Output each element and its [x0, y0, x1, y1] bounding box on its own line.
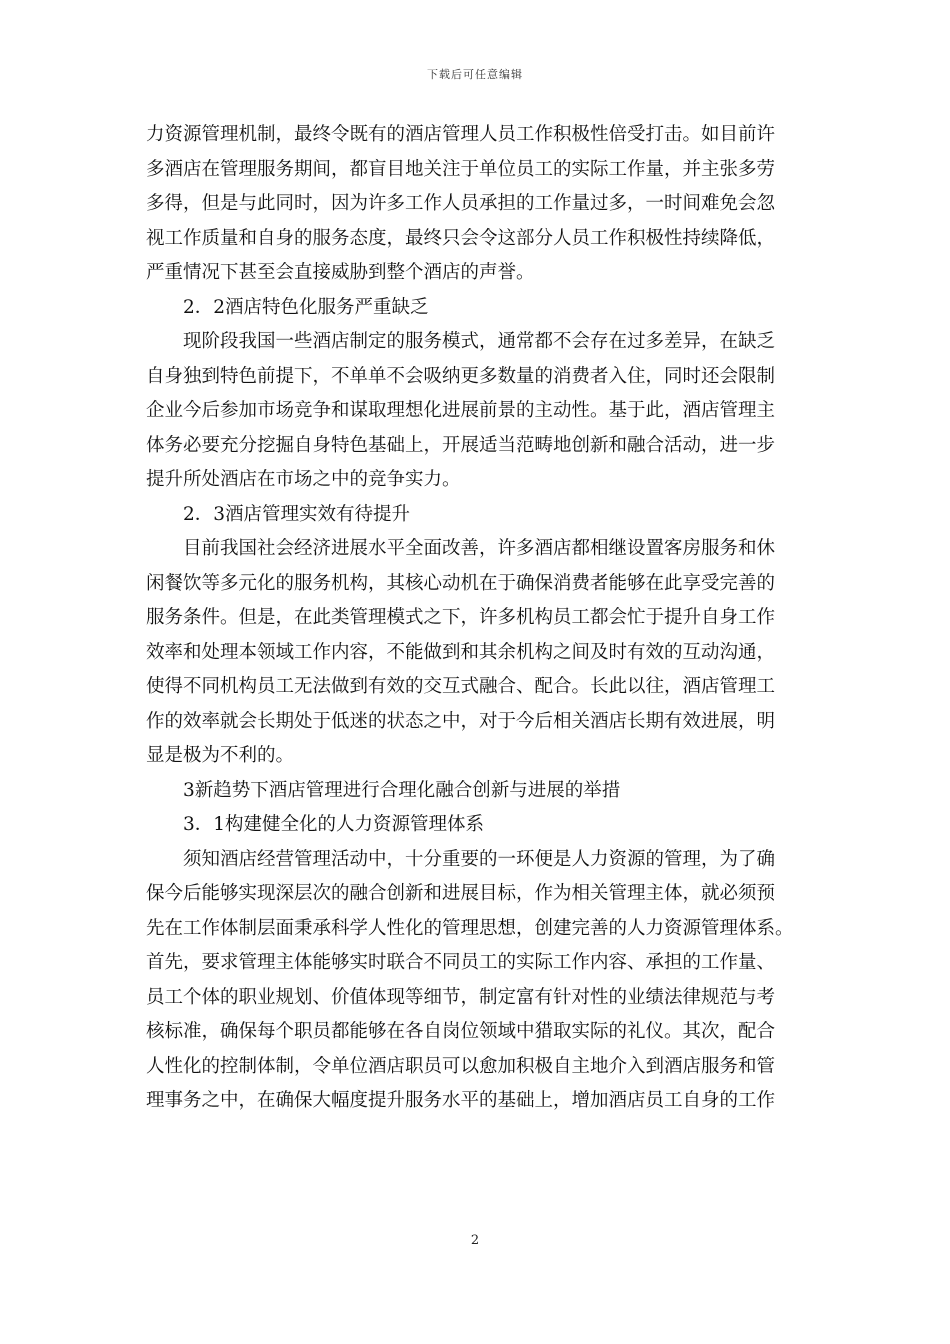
- text-line: 多得，但是与此同时，因为许多工作人员承担的工作量过多，一时间难免会忽: [146, 193, 776, 214]
- text-line: 视工作质量和自身的服务态度，最终只会令这部分人员工作积极性持续降低，: [146, 227, 776, 249]
- text-line: 作的效率就会长期处于低迷的状态之中，对于今后相关酒店长期有效进展，明: [146, 710, 776, 732]
- paragraph-first-line: 现阶段我国一些酒店制定的服务模式，通常都不会存在过多差异，在缺乏: [183, 331, 776, 352]
- text-line: 显是极为不利的。: [146, 745, 295, 766]
- text-line: 保今后能够实现深层次的融合创新和进展目标，作为相关管理主体，就必须预: [146, 883, 776, 904]
- text-line: 力资源管理机制，最终令既有的酒店管理人员工作积极性倍受打击。如目前许: [146, 124, 776, 145]
- page-header: 下载后可任意编辑: [427, 68, 523, 81]
- section-heading: 3．1构建健全化的人力资源管理体系: [183, 814, 485, 835]
- document-body: [146, 118, 806, 1119]
- text-line: 自身独到特色前提下，不单单不会吸纳更多数量的消费者入住，同时还会限制: [146, 365, 776, 387]
- page-number: 2: [470, 1233, 480, 1248]
- text-line: 服务条件。但是，在此类管理模式之下，许多机构员工都会忙于提升自身工作: [146, 607, 776, 628]
- paragraph-first-line: 须知酒店经营管理活动中，十分重要的一环便是人力资源的管理，为了确: [183, 848, 776, 870]
- text-line: 体务必要充分挖掘自身特色基础上，开展适当范畴地创新和融合活动，进一步: [146, 434, 776, 456]
- text-line: 首先，要求管理主体能够实时联合不同员工的实际工作内容、承担的工作量、: [146, 952, 776, 973]
- text-line: 员工个体的职业规划、价值体现等细节，制定富有针对性的业绩法律规范与考: [146, 986, 776, 1008]
- text-line: 闲餐饮等多元化的服务机构，其核心动机在于确保消费者能够在此享受完善的: [146, 572, 776, 594]
- section-heading: 2．2酒店特色化服务严重缺乏: [183, 296, 429, 318]
- text-line: 理事务之中，在确保大幅度提升服务水平的基础上，增加酒店员工自身的工作: [146, 1090, 776, 1111]
- paragraph-first-line: 目前我国社会经济进展水平全面改善，许多酒店都相继设置客房服务和休: [183, 538, 776, 559]
- text-line: 效率和处理本领域工作内容，不能做到和其余机构之间及时有效的互动沟通，: [146, 641, 776, 663]
- section-heading: 2．3酒店管理实效有待提升: [183, 503, 411, 525]
- text-line: 使得不同机构员工无法做到有效的交互式融合、配合。长此以往，酒店管理工: [146, 676, 776, 697]
- text-line: 严重情况下甚至会直接威胁到整个酒店的声誉。: [146, 262, 535, 283]
- text-line: 核标准，确保每个职员都能够在各自岗位领域中猎取实际的礼仪。其次，配合: [146, 1021, 776, 1042]
- text-line: 企业今后参加市场竞争和谋取理想化进展前景的主动性。基于此，酒店管理主: [146, 400, 776, 421]
- text-line: 提升所处酒店在市场之中的竞争实力。: [146, 469, 461, 490]
- text-line: 多酒店在管理服务期间，都盲目地关注于单位员工的实际工作量，并主张多劳: [146, 158, 776, 180]
- text-line: 人性化的控制体制，令单位酒店职员可以愈加积极自主地介入到酒店服务和管: [146, 1055, 776, 1077]
- section-heading: 3新趋势下酒店管理进行合理化融合创新与进展的举措: [183, 779, 621, 801]
- text-line: 先在工作体制层面秉承科学人性化的管理思想，创建完善的人力资源管理体系。: [146, 917, 794, 939]
